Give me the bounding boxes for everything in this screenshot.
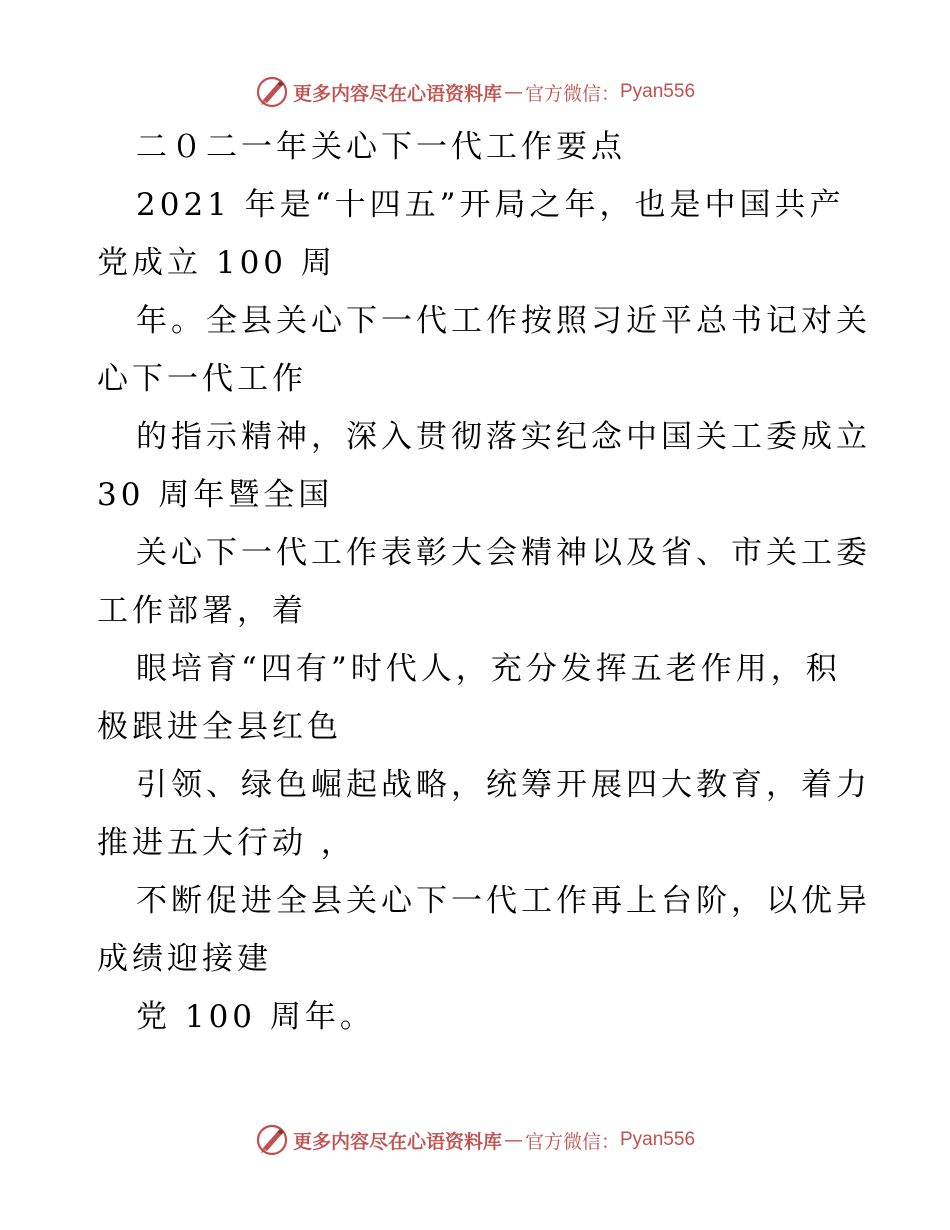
body-line: 引领、绿色崛起战略，统筹开展四大教育，着力 (136, 767, 871, 803)
body-line: 心下一代工作 (97, 361, 307, 397)
body-line: 的指示精神，深入贯彻落实纪念中国关工委成立 (136, 419, 871, 455)
document-title: 二０二一年关心下一代工作要点 (136, 129, 626, 165)
banner-slogan: 更多内容尽在心语资料库 (292, 82, 502, 105)
body-line: 党成立 100 周 (97, 245, 336, 281)
body-line: 关心下一代工作表彰大会精神以及省、市关工委 (136, 535, 871, 571)
banner-wechat-id: Pyan556 (620, 81, 696, 102)
body-line: 推进五大行动 ， (97, 825, 356, 861)
body-line: 年。全县关心下一代工作按照习近平总书记对关 (136, 303, 871, 339)
footer-banner (0, 1120, 950, 1160)
body-line: 2021 年是“十四五”开局之年，也是中国共产 (136, 187, 845, 223)
body-line: 30 周年暨全国 (97, 477, 334, 513)
pen-logo-icon (255, 1123, 289, 1157)
banner-wechat-id: Pyan556 (620, 1129, 696, 1150)
banner-wechat-label: 官方微信： (524, 82, 620, 105)
body-line: 不断促进全县关心下一代工作再上台阶，以优异 (136, 883, 871, 919)
body-line: 成绩迎接建 (97, 941, 272, 977)
banner-wechat-label: 官方微信： (524, 1130, 620, 1153)
body-line: 工作部署，着 (97, 593, 307, 629)
banner-dash: — (503, 1129, 523, 1151)
body-line: 眼培育“四有”时代人，充分发挥五老作用，积 (136, 651, 841, 687)
banner-dash: — (503, 81, 523, 103)
document-body (97, 118, 871, 1046)
body-line: 极跟进全县红色 (97, 709, 342, 745)
body-line: 党 100 周年。 (136, 999, 375, 1035)
pen-logo-icon (255, 75, 289, 109)
header-banner (0, 72, 950, 112)
banner-slogan: 更多内容尽在心语资料库 (292, 1130, 502, 1153)
